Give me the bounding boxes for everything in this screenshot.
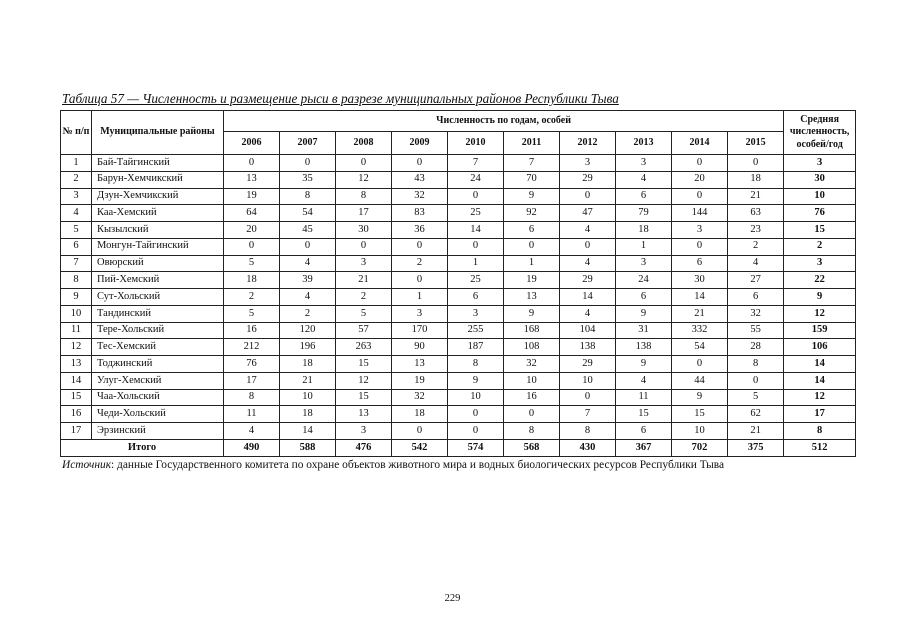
row-number: 1 xyxy=(61,155,92,172)
year-value: 44 xyxy=(672,372,728,389)
year-value: 64 xyxy=(224,205,280,222)
year-value: 2 xyxy=(336,289,392,306)
total-value: 588 xyxy=(280,440,336,457)
year-value: 6 xyxy=(616,289,672,306)
year-value: 1 xyxy=(448,255,504,272)
header-year: 2007 xyxy=(280,132,336,155)
year-value: 0 xyxy=(672,356,728,373)
year-value: 47 xyxy=(560,205,616,222)
total-value: 375 xyxy=(728,440,784,457)
year-value: 20 xyxy=(224,222,280,239)
year-value: 0 xyxy=(392,238,448,255)
total-value: 542 xyxy=(392,440,448,457)
header-num: № п/п xyxy=(61,111,92,155)
total-value: 476 xyxy=(336,440,392,457)
year-value: 0 xyxy=(224,155,280,172)
year-value: 6 xyxy=(504,222,560,239)
table-row xyxy=(61,155,856,172)
district-name: Дзун-Хемчикский xyxy=(92,188,224,205)
average-value: 14 xyxy=(784,372,856,389)
year-value: 10 xyxy=(280,389,336,406)
district-name: Бай-Тайгинский xyxy=(92,155,224,172)
year-value: 0 xyxy=(672,155,728,172)
table-row xyxy=(61,339,856,356)
average-value: 12 xyxy=(784,389,856,406)
year-value: 13 xyxy=(392,356,448,373)
header-year: 2013 xyxy=(616,132,672,155)
year-value: 16 xyxy=(504,389,560,406)
year-value: 14 xyxy=(560,289,616,306)
year-value: 4 xyxy=(224,423,280,440)
table-row xyxy=(61,389,856,406)
year-value: 0 xyxy=(560,389,616,406)
year-value: 9 xyxy=(504,188,560,205)
year-value: 5 xyxy=(224,255,280,272)
year-value: 54 xyxy=(280,205,336,222)
year-value: 4 xyxy=(616,372,672,389)
total-value: 574 xyxy=(448,440,504,457)
row-number: 13 xyxy=(61,356,92,373)
average-value: 15 xyxy=(784,222,856,239)
row-number: 16 xyxy=(61,406,92,423)
year-value: 39 xyxy=(280,272,336,289)
year-value: 9 xyxy=(616,305,672,322)
district-name: Монгун-Тайгинский xyxy=(92,238,224,255)
district-name: Эрзинский xyxy=(92,423,224,440)
year-value: 3 xyxy=(672,222,728,239)
year-value: 7 xyxy=(560,406,616,423)
average-value: 3 xyxy=(784,155,856,172)
year-value: 0 xyxy=(448,188,504,205)
year-value: 5 xyxy=(224,305,280,322)
year-value: 8 xyxy=(280,188,336,205)
year-value: 79 xyxy=(616,205,672,222)
lynx-population-table xyxy=(60,110,856,457)
year-value: 0 xyxy=(392,423,448,440)
year-value: 25 xyxy=(448,205,504,222)
year-value: 8 xyxy=(224,389,280,406)
year-value: 8 xyxy=(448,356,504,373)
average-value: 10 xyxy=(784,188,856,205)
average-value: 76 xyxy=(784,205,856,222)
average-value: 12 xyxy=(784,305,856,322)
year-value: 10 xyxy=(672,423,728,440)
year-value: 332 xyxy=(672,322,728,339)
total-value: 568 xyxy=(504,440,560,457)
district-name: Тоджинский xyxy=(92,356,224,373)
year-value: 144 xyxy=(672,205,728,222)
row-number: 17 xyxy=(61,423,92,440)
average-value: 14 xyxy=(784,356,856,373)
year-value: 108 xyxy=(504,339,560,356)
year-value: 8 xyxy=(504,423,560,440)
year-value: 104 xyxy=(560,322,616,339)
year-value: 29 xyxy=(560,356,616,373)
year-value: 31 xyxy=(616,322,672,339)
year-value: 8 xyxy=(728,356,784,373)
year-value: 54 xyxy=(672,339,728,356)
year-value: 4 xyxy=(560,255,616,272)
year-value: 6 xyxy=(616,423,672,440)
year-value: 0 xyxy=(448,423,504,440)
year-value: 0 xyxy=(560,238,616,255)
year-value: 92 xyxy=(504,205,560,222)
year-value: 90 xyxy=(392,339,448,356)
year-value: 57 xyxy=(336,322,392,339)
year-value: 15 xyxy=(336,389,392,406)
year-value: 13 xyxy=(336,406,392,423)
year-value: 21 xyxy=(336,272,392,289)
year-value: 18 xyxy=(616,222,672,239)
year-value: 14 xyxy=(280,423,336,440)
year-value: 83 xyxy=(392,205,448,222)
year-value: 9 xyxy=(448,372,504,389)
table-row xyxy=(61,171,856,188)
year-value: 30 xyxy=(336,222,392,239)
year-value: 14 xyxy=(672,289,728,306)
year-value: 168 xyxy=(504,322,560,339)
table-row xyxy=(61,356,856,373)
row-number: 15 xyxy=(61,389,92,406)
year-value: 3 xyxy=(448,305,504,322)
header-by-year: Численность по годам, особей xyxy=(224,111,784,132)
district-name: Сут-Хольский xyxy=(92,289,224,306)
header-year: 2009 xyxy=(392,132,448,155)
year-value: 2 xyxy=(280,305,336,322)
year-value: 3 xyxy=(560,155,616,172)
row-number: 2 xyxy=(61,171,92,188)
year-value: 36 xyxy=(392,222,448,239)
average-value: 8 xyxy=(784,423,856,440)
year-value: 19 xyxy=(504,272,560,289)
year-value: 4 xyxy=(280,255,336,272)
table-row xyxy=(61,238,856,255)
row-number: 5 xyxy=(61,222,92,239)
year-value: 27 xyxy=(728,272,784,289)
year-value: 4 xyxy=(280,289,336,306)
source-label: Источник xyxy=(62,459,112,471)
district-name: Овюрский xyxy=(92,255,224,272)
year-value: 19 xyxy=(392,372,448,389)
table-caption: Таблица 57 — Численность и размещение рыси в разрезе муниципальных районов Республики Тыва xyxy=(62,91,619,106)
header-year: 2014 xyxy=(672,132,728,155)
district-name: Каа-Хемский xyxy=(92,205,224,222)
year-value: 18 xyxy=(728,171,784,188)
year-value: 4 xyxy=(728,255,784,272)
year-value: 21 xyxy=(280,372,336,389)
total-row xyxy=(61,440,856,457)
average-value: 17 xyxy=(784,406,856,423)
district-name: Чеди-Хольский xyxy=(92,406,224,423)
year-value: 0 xyxy=(504,406,560,423)
total-value: 702 xyxy=(672,440,728,457)
table-body xyxy=(61,155,856,457)
year-value: 14 xyxy=(448,222,504,239)
year-value: 10 xyxy=(448,389,504,406)
year-value: 0 xyxy=(448,406,504,423)
year-value: 19 xyxy=(224,188,280,205)
year-value: 4 xyxy=(560,222,616,239)
year-value: 0 xyxy=(560,188,616,205)
total-value: 490 xyxy=(224,440,280,457)
row-number: 4 xyxy=(61,205,92,222)
year-value: 0 xyxy=(728,372,784,389)
year-value: 18 xyxy=(280,356,336,373)
year-value: 5 xyxy=(336,305,392,322)
table-row xyxy=(61,255,856,272)
year-value: 6 xyxy=(616,188,672,205)
year-value: 32 xyxy=(728,305,784,322)
header-year: 2010 xyxy=(448,132,504,155)
year-value: 16 xyxy=(224,322,280,339)
year-value: 17 xyxy=(224,372,280,389)
table-row xyxy=(61,272,856,289)
table-row xyxy=(61,222,856,239)
district-name: Тандинский xyxy=(92,305,224,322)
page-number: 229 xyxy=(444,593,461,604)
year-value: 18 xyxy=(280,406,336,423)
year-value: 0 xyxy=(672,238,728,255)
year-value: 6 xyxy=(448,289,504,306)
year-value: 12 xyxy=(336,372,392,389)
year-value: 29 xyxy=(560,272,616,289)
year-value: 170 xyxy=(392,322,448,339)
year-value: 12 xyxy=(336,171,392,188)
year-value: 15 xyxy=(336,356,392,373)
table-row xyxy=(61,205,856,222)
table-row xyxy=(61,322,856,339)
source-text: : данные Государственного комитета по охране объектов животного мира и водных биологических ресурсов Республики Тыва xyxy=(111,459,725,471)
year-value: 2 xyxy=(224,289,280,306)
year-value: 6 xyxy=(728,289,784,306)
header-year: 2008 xyxy=(336,132,392,155)
row-number: 9 xyxy=(61,289,92,306)
table-header xyxy=(61,111,856,155)
total-label: Итого xyxy=(61,440,224,457)
table-row xyxy=(61,305,856,322)
year-value: 1 xyxy=(504,255,560,272)
year-value: 32 xyxy=(392,389,448,406)
year-value: 3 xyxy=(616,255,672,272)
year-value: 2 xyxy=(728,238,784,255)
source-note xyxy=(62,458,724,472)
year-value: 13 xyxy=(504,289,560,306)
year-value: 15 xyxy=(672,406,728,423)
district-name: Кызылский xyxy=(92,222,224,239)
header-year: 2011 xyxy=(504,132,560,155)
year-value: 24 xyxy=(616,272,672,289)
year-value: 0 xyxy=(728,155,784,172)
year-value: 20 xyxy=(672,171,728,188)
year-value: 29 xyxy=(560,171,616,188)
district-name: Улуг-Хемский xyxy=(92,372,224,389)
year-value: 21 xyxy=(728,423,784,440)
average-value: 159 xyxy=(784,322,856,339)
row-number: 6 xyxy=(61,238,92,255)
year-value: 70 xyxy=(504,171,560,188)
average-value: 9 xyxy=(784,289,856,306)
year-value: 24 xyxy=(448,171,504,188)
table-row xyxy=(61,406,856,423)
year-value: 0 xyxy=(672,188,728,205)
row-number: 7 xyxy=(61,255,92,272)
average-value: 2 xyxy=(784,238,856,255)
year-value: 4 xyxy=(560,305,616,322)
year-value: 0 xyxy=(280,155,336,172)
year-value: 11 xyxy=(224,406,280,423)
year-value: 18 xyxy=(392,406,448,423)
header-year: 2012 xyxy=(560,132,616,155)
table-row xyxy=(61,372,856,389)
year-value: 255 xyxy=(448,322,504,339)
year-value: 21 xyxy=(728,188,784,205)
row-number: 10 xyxy=(61,305,92,322)
total-average: 512 xyxy=(784,440,856,457)
year-value: 18 xyxy=(224,272,280,289)
year-value: 43 xyxy=(392,171,448,188)
header-year: 2006 xyxy=(224,132,280,155)
year-value: 25 xyxy=(448,272,504,289)
district-name: Тере-Хольский xyxy=(92,322,224,339)
header-year: 2015 xyxy=(728,132,784,155)
district-name: Барун-Хемчикский xyxy=(92,171,224,188)
table-row xyxy=(61,423,856,440)
year-value: 0 xyxy=(392,155,448,172)
year-value: 0 xyxy=(224,238,280,255)
total-value: 367 xyxy=(616,440,672,457)
year-value: 0 xyxy=(336,238,392,255)
year-value: 0 xyxy=(336,155,392,172)
year-value: 7 xyxy=(448,155,504,172)
year-value: 9 xyxy=(672,389,728,406)
year-value: 187 xyxy=(448,339,504,356)
year-value: 10 xyxy=(504,372,560,389)
district-name: Чаа-Хольский xyxy=(92,389,224,406)
year-value: 55 xyxy=(728,322,784,339)
table-row xyxy=(61,289,856,306)
year-value: 32 xyxy=(392,188,448,205)
row-number: 3 xyxy=(61,188,92,205)
year-value: 76 xyxy=(224,356,280,373)
year-value: 138 xyxy=(616,339,672,356)
year-value: 120 xyxy=(280,322,336,339)
year-value: 32 xyxy=(504,356,560,373)
year-value: 9 xyxy=(616,356,672,373)
year-value: 8 xyxy=(560,423,616,440)
table-row xyxy=(61,188,856,205)
average-value: 106 xyxy=(784,339,856,356)
year-value: 10 xyxy=(560,372,616,389)
year-value: 0 xyxy=(280,238,336,255)
total-value: 430 xyxy=(560,440,616,457)
year-value: 9 xyxy=(504,305,560,322)
average-value: 30 xyxy=(784,171,856,188)
year-value: 7 xyxy=(504,155,560,172)
year-value: 4 xyxy=(616,171,672,188)
row-number: 8 xyxy=(61,272,92,289)
year-value: 0 xyxy=(392,272,448,289)
year-value: 62 xyxy=(728,406,784,423)
year-value: 3 xyxy=(336,255,392,272)
year-value: 45 xyxy=(280,222,336,239)
year-value: 8 xyxy=(336,188,392,205)
year-value: 138 xyxy=(560,339,616,356)
year-value: 28 xyxy=(728,339,784,356)
year-value: 21 xyxy=(672,305,728,322)
year-value: 2 xyxy=(392,255,448,272)
header-average: Средняя численность, особей/год xyxy=(784,111,856,155)
year-value: 30 xyxy=(672,272,728,289)
average-value: 3 xyxy=(784,255,856,272)
year-value: 3 xyxy=(616,155,672,172)
year-value: 35 xyxy=(280,171,336,188)
row-number: 11 xyxy=(61,322,92,339)
year-value: 0 xyxy=(448,238,504,255)
year-value: 263 xyxy=(336,339,392,356)
year-value: 15 xyxy=(616,406,672,423)
year-value: 6 xyxy=(672,255,728,272)
year-value: 196 xyxy=(280,339,336,356)
year-value: 1 xyxy=(616,238,672,255)
header-district: Муниципальные районы xyxy=(92,111,224,155)
year-value: 13 xyxy=(224,171,280,188)
row-number: 12 xyxy=(61,339,92,356)
district-name: Тес-Хемский xyxy=(92,339,224,356)
year-value: 3 xyxy=(392,305,448,322)
year-value: 11 xyxy=(616,389,672,406)
year-value: 23 xyxy=(728,222,784,239)
year-value: 212 xyxy=(224,339,280,356)
year-value: 0 xyxy=(504,238,560,255)
year-value: 5 xyxy=(728,389,784,406)
row-number: 14 xyxy=(61,372,92,389)
year-value: 1 xyxy=(392,289,448,306)
year-value: 63 xyxy=(728,205,784,222)
district-name: Пий-Хемский xyxy=(92,272,224,289)
average-value: 22 xyxy=(784,272,856,289)
year-value: 17 xyxy=(336,205,392,222)
year-value: 3 xyxy=(336,423,392,440)
